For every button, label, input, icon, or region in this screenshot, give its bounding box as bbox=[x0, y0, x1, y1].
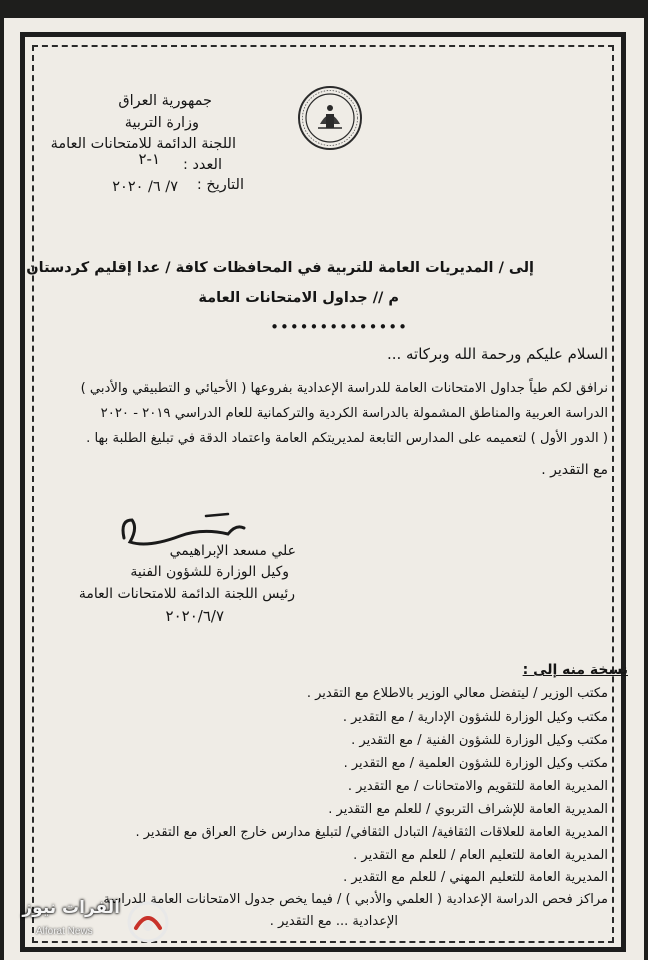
copies-item: مكتب وكيل الوزارة للشؤون الفنية / مع التقدير . bbox=[351, 733, 608, 748]
header-date-value: ٧/ ٦/ ٢٠٢٠ bbox=[112, 179, 178, 195]
body-line-2: الدراسة العربية والمناطق المشمولة بالدراسة الكردية والتركمانية للعام الدراسي ٢٠١٩ - ٢٠٢٠ bbox=[100, 406, 608, 421]
header-ministry: وزارة التربية bbox=[124, 115, 199, 131]
signatory-name: علي مسعد الإبراهيمي bbox=[169, 543, 296, 559]
address-to: إلى / المديريات العامة للتربية في المحافظات كافة / عدا إقليم كردستان bbox=[26, 260, 534, 276]
header-committee: اللجنة الدائمة للامتحانات العامة bbox=[50, 136, 236, 152]
copies-item: المديرية العامة للتعليم المهني / للعلم مع التقدير . bbox=[343, 870, 608, 885]
copies-item: مراكز فحص الدراسة الإعدادية ( العلمي والأدبي ) / فيما يخص جدول الامتحانات العامة للدراسة bbox=[103, 892, 608, 907]
address-separator: •••••••••••••• bbox=[270, 318, 408, 336]
header-number-value: ١-٢ bbox=[138, 150, 160, 168]
signatory-title-1: وكيل الوزارة للشؤون الفنية bbox=[130, 564, 289, 580]
greeting: السلام عليكم ورحمة الله وبركاته ... bbox=[386, 345, 608, 363]
copies-item: مكتب الوزير / ليتفضل معالي الوزير بالاطلاع مع التقدير . bbox=[306, 686, 608, 701]
signatory-title-2: رئيس اللجنة الدائمة للامتحانات العامة bbox=[78, 586, 295, 602]
copies-item: مكتب وكيل الوزارة للشؤون الإدارية / مع التقدير . bbox=[342, 710, 608, 725]
copies-item: المديرية العامة للتعليم العام / للعلم مع التقدير . bbox=[353, 848, 608, 863]
body-line-3: ( الدور الأول ) لتعميمه على المدارس التابعة لمديريتكم العامة واعتماد الدقة في تبليغ الطلبة بها . bbox=[86, 431, 608, 446]
header-country: جمهورية العراق bbox=[118, 93, 212, 109]
logo-name-en: Alforat News bbox=[36, 926, 93, 937]
address-subject: م // جداول الامتحانات العامة bbox=[198, 290, 399, 306]
logo-name-ar: الفرات نيوز bbox=[22, 898, 120, 918]
header-date-label: التاريخ : bbox=[196, 177, 244, 193]
copies-item: المديرية العامة للعلاقات الثقافية/ التبادل الثقافي/ لتبليغ مدارس خارج العراق مع التقدير . bbox=[135, 825, 608, 840]
copies-heading: نسخة منه إلى : bbox=[522, 662, 628, 678]
signatory-date: ٢٠٢٠/٦/٧ bbox=[165, 607, 224, 625]
copies-item: مكتب وكيل الوزارة للشؤون العلمية / مع التقدير . bbox=[343, 756, 608, 771]
header-number-label: العدد : bbox=[182, 157, 222, 173]
copies-item: الإعدادية ... مع التقدير . bbox=[269, 914, 398, 929]
copies-item: المديرية العامة للإشراف التربوي / للعلم مع التقدير . bbox=[328, 802, 608, 817]
copies-item: المديرية العامة للتقويم والامتحانات / مع التقدير . bbox=[347, 779, 608, 794]
body-line-1: نرافق لكم طياً جداول الامتحانات العامة للدراسة الإعدادية بفروعها ( الأحيائي و التطبيقي والأدبي ) bbox=[80, 381, 608, 396]
ministry-seal-icon bbox=[296, 84, 364, 152]
alforat-logo-icon bbox=[126, 900, 170, 944]
alforat-news-logo bbox=[12, 898, 172, 946]
closing: مع التقدير . bbox=[541, 462, 608, 478]
